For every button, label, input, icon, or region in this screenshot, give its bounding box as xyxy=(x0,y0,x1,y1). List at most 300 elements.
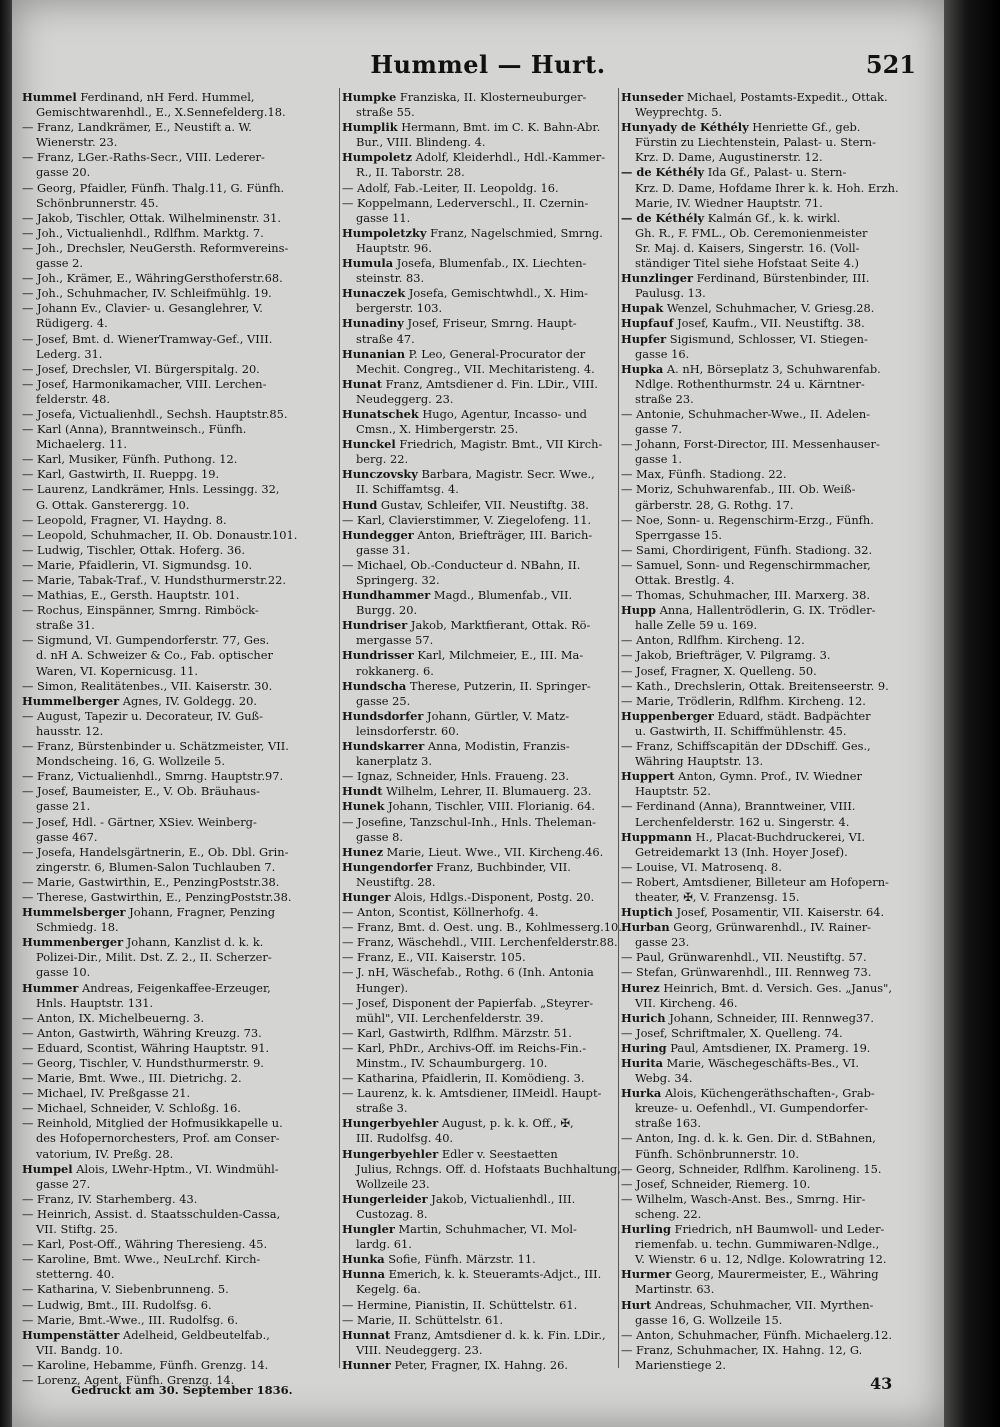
entry-surname: Hunczovsky xyxy=(342,467,418,482)
entry-text: — Koppelmann, Lederverschl., II. Czernin- xyxy=(342,195,589,210)
directory-entry-line xyxy=(22,1011,334,1026)
directory-entry-line xyxy=(621,256,911,271)
directory-entry-line xyxy=(621,407,911,422)
entry-text: Wenzel, Schuhmacher, V. Griesg.28. xyxy=(663,301,875,316)
directory-entry xyxy=(22,1328,334,1343)
entry-text: — Antonie, Schuhmacher-Wwe., II. Adelen- xyxy=(621,406,871,421)
entry-text: d. nH A. Schweizer & Co., Fab. optischer xyxy=(36,648,273,663)
directory-entry xyxy=(621,1267,911,1282)
entry-surname: Hundhammer xyxy=(342,588,431,603)
entry-text: Gustav, Schleifer, VII. Neustiftg. 38. xyxy=(377,497,589,512)
entry-text: Kegelg. 6a. xyxy=(356,1282,421,1297)
directory-entry-line xyxy=(22,1086,334,1101)
directory-entry xyxy=(342,1252,614,1267)
directory-entry-line xyxy=(22,950,334,965)
directory-entry-line xyxy=(621,1207,911,1222)
entry-text: — Kath., Drechslerin, Ottak. Breitenseerstr. 9. xyxy=(621,678,889,693)
entry-text: Hermann, Bmt. im C. K. Bahn-Abr. xyxy=(397,120,601,135)
directory-entry-line xyxy=(621,1101,911,1116)
directory-entry-line xyxy=(621,498,911,513)
entry-surname: Hupfauf xyxy=(621,316,674,331)
entry-text: gasse 467. xyxy=(36,829,98,844)
directory-entry-line xyxy=(621,528,911,543)
directory-entry xyxy=(621,920,911,935)
entry-text: Josefa, Blumenfab., IX. Liechten- xyxy=(393,256,587,271)
directory-entry-line xyxy=(22,1313,334,1328)
entry-text: Henriette Gf., geb. xyxy=(748,120,861,135)
directory-entry-line xyxy=(342,754,614,769)
directory-entry-line xyxy=(22,996,334,1011)
directory-entry-line xyxy=(621,815,911,830)
entry-text: Hnls. Hauptstr. 131. xyxy=(36,995,154,1010)
running-head-title: Hummel — Hurt. xyxy=(370,50,606,79)
entry-surname: Hundrisser xyxy=(342,648,414,663)
entry-text: Webg. 34. xyxy=(635,1071,693,1086)
entry-text: Johann, Fragner, Penzing xyxy=(125,905,276,920)
entry-text: gasse 31. xyxy=(356,542,411,557)
entry-text: Krz. D. Dame, Augustinerstr. 12. xyxy=(635,150,823,165)
entry-text: — Stefan, Grünwarenhdl., III. Rennweg 73. xyxy=(621,965,872,980)
entry-surname: Hummelberger xyxy=(22,693,120,708)
directory-entry xyxy=(22,981,334,996)
directory-entry-line xyxy=(22,181,334,196)
directory-entry xyxy=(342,120,614,135)
entry-text: Alois, LWehr-Hptm., VI. Windmühl- xyxy=(72,1161,279,1176)
directory-entry-line xyxy=(621,150,911,165)
directory-entry-line xyxy=(621,1313,911,1328)
entry-text: Fürstin zu Liechtenstein, Palast- u. Stern- xyxy=(635,135,876,150)
directory-entry-line xyxy=(621,799,911,814)
directory-entry-line xyxy=(621,422,911,437)
directory-entry xyxy=(621,709,911,724)
directory-entry xyxy=(342,90,614,105)
directory-entry-line xyxy=(22,1041,334,1056)
entry-surname: Hummel xyxy=(22,90,77,104)
directory-entry-line xyxy=(621,543,911,558)
directory-entry-line xyxy=(22,498,334,513)
entry-surname: Humpke xyxy=(342,90,397,104)
entry-surname: Humpoletzky xyxy=(342,225,427,240)
entry-text: straße 23. xyxy=(635,391,694,406)
directory-entry-line xyxy=(342,920,622,935)
directory-entry xyxy=(342,1147,614,1162)
directory-entry xyxy=(342,498,614,513)
directory-entry xyxy=(621,830,911,845)
entry-text: straße 55. xyxy=(356,105,415,120)
directory-entry-line xyxy=(621,452,911,467)
entry-surname: Humpenstätter xyxy=(22,1327,120,1342)
entry-text: — Michael, IV. Preßgasse 21. xyxy=(22,1086,191,1101)
directory-entry-line xyxy=(621,1237,911,1252)
directory-entry-line xyxy=(22,739,334,754)
directory-entry-line xyxy=(22,754,334,769)
entry-surname: Hupka xyxy=(621,361,664,376)
entry-surname: — de Kéthély xyxy=(621,165,705,180)
entry-text: gasse 11. xyxy=(356,210,411,225)
entry-surname: Hund xyxy=(342,497,378,512)
entry-text: — Franz, E., VII. Kaiserstr. 105. xyxy=(342,950,526,965)
entry-text: Krz. D. Dame, Hofdame Ihrer k. k. Hoh. Erzh. xyxy=(635,180,899,195)
directory-entry-line xyxy=(621,1026,911,1041)
directory-entry-line xyxy=(22,241,334,256)
entry-text: felderstr. 48. xyxy=(36,391,111,406)
directory-entry xyxy=(621,211,911,226)
directory-entry xyxy=(342,784,614,799)
entry-text: Bur., VIII. Blindeng. 4. xyxy=(356,135,486,150)
entry-text: — Franz, IV. Starhemberg. 43. xyxy=(22,1191,198,1206)
entry-surname: Huppert xyxy=(621,769,675,784)
entry-text: — Katharina, Pfaidlerin, II. Komödieng. 3. xyxy=(342,1071,585,1086)
directory-entry-line xyxy=(22,875,334,890)
directory-entry-line xyxy=(22,1358,334,1373)
entry-text: berg. 22. xyxy=(356,452,409,467)
entry-text: scheng. 22. xyxy=(635,1206,702,1221)
directory-entry-line xyxy=(342,603,614,618)
entry-text: mühl", VII. Lerchenfelderstr. 39. xyxy=(356,1010,544,1025)
directory-entry-line xyxy=(621,377,911,392)
directory-entry xyxy=(621,271,911,286)
directory-entry-line xyxy=(22,316,334,331)
entry-surname: Hunek xyxy=(342,799,385,814)
directory-entry-line xyxy=(342,513,614,528)
directory-entry-line xyxy=(621,1177,911,1192)
entry-text: — Samuel, Sonn- und Regenschirmmacher, xyxy=(621,557,871,572)
entry-text: — Wilhelm, Wasch-Anst. Bes., Smrng. Hir- xyxy=(621,1191,866,1206)
entry-text: halle Zelle 59 u. 169. xyxy=(635,618,758,633)
entry-text: Friedrich, Magistr. Bmt., VII Kirch- xyxy=(395,437,603,452)
entry-text: — Marie, Bmt. Wwe., III. Dietrichg. 2. xyxy=(22,1071,242,1086)
entry-surname: Hunanian xyxy=(342,346,405,361)
entry-text: H., Placat-Buchdruckerei, VI. xyxy=(691,829,866,844)
entry-text: — Ludwig, Tischler, Ottak. Hoferg. 36. xyxy=(22,542,246,557)
entry-surname: Hurban xyxy=(621,920,670,935)
directory-entry-line xyxy=(621,1131,911,1146)
directory-entry xyxy=(621,603,911,618)
directory-entry xyxy=(342,377,614,392)
entry-text: Rüdigerg. 4. xyxy=(36,316,108,331)
directory-entry-line xyxy=(22,1147,334,1162)
directory-entry-line xyxy=(342,1207,614,1222)
entry-text: — Josef, Schneider, Riemerg. 10. xyxy=(621,1176,811,1191)
entry-surname: Hundriser xyxy=(342,618,408,633)
directory-entry-line xyxy=(22,1026,334,1041)
directory-entry-line xyxy=(342,724,614,739)
entry-text: — Mathias, E., Gersth. Hauptstr. 101. xyxy=(22,588,240,603)
directory-entry-line xyxy=(22,165,334,180)
entry-text: steinstr. 83. xyxy=(356,271,425,286)
entry-text: gasse 10. xyxy=(36,965,91,980)
entry-text: Barbara, Magistr. Secr. Wwe., xyxy=(417,467,595,482)
directory-entry-line xyxy=(621,241,911,256)
entry-surname: Hupfer xyxy=(621,331,667,346)
entry-text: — Katharina, V. Siebenbrunneng. 5. xyxy=(22,1282,229,1297)
directory-entry xyxy=(342,618,614,633)
entry-surname: Hunseder xyxy=(621,90,684,104)
directory-entry xyxy=(342,588,614,603)
directory-entry-line xyxy=(621,1328,911,1343)
entry-surname: Huppenberger xyxy=(621,708,714,723)
entry-text: — Johann, Forst-Director, III. Messenhauser- xyxy=(621,437,880,452)
directory-entry-line xyxy=(621,588,911,603)
directory-entry xyxy=(22,694,334,709)
directory-entry xyxy=(22,90,334,105)
entry-surname: Hunzlinger xyxy=(621,271,693,286)
entry-text: Adelheid, Geldbeutelfab., xyxy=(119,1327,270,1342)
entry-surname: Hurling xyxy=(621,1222,671,1237)
entry-text: Weyprechtg. 5. xyxy=(635,105,723,120)
entry-text: u. Gastwirth, II. Schiffmühlenstr. 45. xyxy=(635,723,847,738)
entry-text: Marie, Lieut. Wwe., VII. Kircheng.46. xyxy=(383,844,604,859)
directory-entry-line xyxy=(22,618,334,633)
directory-entry-line xyxy=(342,981,614,996)
entry-text: III. Rudolfsg. 40. xyxy=(356,1131,454,1146)
entry-text: — Therese, Gastwirthin, E., PenzingPoststr.38. xyxy=(22,889,292,904)
entry-text: Schmiedg. 18. xyxy=(36,920,119,935)
directory-entry xyxy=(621,1011,911,1026)
directory-entry-line xyxy=(621,664,911,679)
directory-entry-line xyxy=(342,1026,614,1041)
directory-entry-line xyxy=(342,165,614,180)
entry-text: kreuze- u. Oefenhdl., VI. Gumpendorfer- xyxy=(635,1101,869,1116)
directory-entry-line xyxy=(22,332,334,347)
entry-text: Wienerstr. 23. xyxy=(36,135,118,150)
entry-text: Marie, Wäschegeschäfts-Bes., VI. xyxy=(663,1056,860,1070)
directory-entry-line xyxy=(342,1131,614,1146)
entry-surname: Hurez xyxy=(621,980,660,995)
entry-text: — Marie, Tabak-Traf., V. Hundsthurmerstr.22. xyxy=(22,573,287,587)
directory-entry-line xyxy=(621,513,911,528)
entry-surname: Hunatschek xyxy=(342,406,419,421)
entry-surname: Hurich xyxy=(621,1010,666,1025)
entry-surname: Hurita xyxy=(621,1056,664,1070)
entry-text: Franz, Buchbinder, VII. xyxy=(432,859,571,874)
directory-entry xyxy=(342,1328,614,1343)
directory-entry-line xyxy=(342,1011,614,1026)
directory-entry-line xyxy=(342,905,614,920)
entry-text: Ndlge. Rothenthurmstr. 24 u. Kärntner- xyxy=(635,376,865,391)
entry-text: Magd., Blumenfab., VII. xyxy=(430,588,573,603)
directory-entry-line xyxy=(22,1116,334,1131)
entry-surname: Hurmer xyxy=(621,1267,672,1282)
entry-text: Anton, Briefträger, III. Barich- xyxy=(413,527,593,542)
directory-entry-line xyxy=(22,120,334,135)
directory-entry-line xyxy=(342,422,614,437)
entry-surname: Hunez xyxy=(342,844,384,859)
entry-text: Edler v. Seestaetten xyxy=(438,1146,558,1161)
directory-entry-line xyxy=(621,890,911,905)
directory-entry xyxy=(621,332,911,347)
directory-entry xyxy=(621,1222,911,1237)
directory-entry-line xyxy=(621,1071,911,1086)
entry-text: Wollzeile 23. xyxy=(356,1176,430,1191)
entry-text: Währing Hauptstr. 13. xyxy=(635,754,764,769)
directory-entry-line xyxy=(621,1282,911,1297)
entry-text: — Franz, LGer.-Raths-Secr., VIII. Lederer- xyxy=(22,150,265,165)
directory-entry-line xyxy=(22,920,334,935)
entry-text: — Anton, Rdlfhm. Kircheng. 12. xyxy=(621,633,805,648)
directory-entry-line xyxy=(621,573,911,588)
directory-entry xyxy=(342,739,614,754)
entry-text: Sr. Maj. d. Kaisers, Singerstr. 16. (Voll- xyxy=(635,240,860,255)
signature-mark: 43 xyxy=(870,1374,893,1393)
entry-text: — Marie, Trödlerin, Rdlfhm. Kircheng. 12. xyxy=(621,693,866,708)
directory-entry-line xyxy=(22,452,334,467)
directory-entry-line xyxy=(22,1252,334,1267)
entry-text: — Rochus, Einspänner, Smrng. Rimböck- xyxy=(22,603,259,618)
directory-entry-line xyxy=(621,694,911,709)
entry-text: — Simon, Realitätenbes., VII. Kaiserstr. 30. xyxy=(22,678,273,693)
entry-surname: Humpoletz xyxy=(342,150,412,165)
directory-entry-line xyxy=(621,965,911,980)
entry-text: vatorium, IV. Preßg. 28. xyxy=(36,1146,174,1161)
directory-entry xyxy=(342,1267,614,1282)
directory-entry-line xyxy=(22,196,334,211)
entry-surname: Hummer xyxy=(22,980,79,995)
entry-text: — Karl, Clavierstimmer, V. Ziegelofeng. 11. xyxy=(342,512,592,527)
directory-entry xyxy=(342,679,614,694)
directory-entry-line xyxy=(22,513,334,528)
entry-surname: Hungler xyxy=(342,1222,395,1237)
entry-surname: Hunckel xyxy=(342,437,396,452)
directory-entry-line xyxy=(342,830,614,845)
directory-entry xyxy=(621,905,911,920)
directory-entry-line xyxy=(342,815,614,830)
entry-text: — Josef, Hdl. - Gärtner, XSiev. Weinberg- xyxy=(22,814,257,829)
entry-text: — Moriz, Schuhwarenfab., III. Ob. Weiß- xyxy=(621,482,856,497)
directory-entry xyxy=(342,347,614,362)
directory-entry-line xyxy=(621,467,911,482)
entry-surname: Hupak xyxy=(621,301,664,316)
directory-entry-line xyxy=(621,784,911,799)
directory-entry-line xyxy=(342,452,614,467)
directory-entry-line xyxy=(22,965,334,980)
directory-entry-line xyxy=(621,754,911,769)
directory-entry-line xyxy=(621,648,911,663)
entry-text: gasse 7. xyxy=(635,422,683,437)
entry-text: — Eduard, Scontist, Währing Hauptstr. 91. xyxy=(22,1040,270,1055)
directory-entry-line xyxy=(342,392,614,407)
entry-text: — Laurenz, k. k. Amtsdiener, IIMeidl. Haupt- xyxy=(342,1086,602,1101)
directory-entry-line xyxy=(22,558,334,573)
entry-text: gasse 21. xyxy=(36,799,91,814)
entry-text: — Jakob, Briefträger, V. Pilgramg. 3. xyxy=(621,648,831,663)
entry-text: — Leopold, Fragner, VI. Haydng. 8. xyxy=(22,512,227,527)
directory-entry-line xyxy=(22,271,334,286)
entry-text: — Joh., Krämer, E., WähringGersthoferstr.68. xyxy=(22,271,283,286)
entry-text: Georg, Grünwarenhdl., IV. Rainer- xyxy=(669,920,871,935)
entry-text: Marie, IV. Wiedner Hauptstr. 71. xyxy=(635,195,823,210)
directory-entry-line xyxy=(22,588,334,603)
entry-surname: Huppmann xyxy=(621,829,692,844)
directory-entry-line xyxy=(22,724,334,739)
directory-entry-line xyxy=(22,256,334,271)
directory-entry-line xyxy=(621,226,911,241)
entry-text: gasse 27. xyxy=(36,1176,91,1191)
directory-entry-line xyxy=(342,241,614,256)
entry-surname: — de Kéthély xyxy=(621,210,705,225)
directory-entry-line xyxy=(22,890,334,905)
entry-text: — Franz, Schiffscapitän der DDschiff. Ges., xyxy=(621,739,871,754)
directory-entry-line xyxy=(342,1298,614,1313)
directory-entry xyxy=(621,981,911,996)
directory-entry-line xyxy=(621,347,911,362)
directory-entry-line xyxy=(342,181,614,196)
entry-text: Lederg. 31. xyxy=(36,346,103,361)
directory-entry-line xyxy=(621,482,911,497)
entry-text: — Reinhold, Mitglied der Hofmusikkapelle u. xyxy=(22,1116,283,1131)
entry-text: Josefa, Gemischtwhdl., X. Him- xyxy=(405,286,589,301)
directory-entry-line xyxy=(22,603,334,618)
entry-text: — Josef, Fragner, X. Quelleng. 50. xyxy=(621,663,817,678)
directory-entry xyxy=(342,437,614,452)
directory-entry-line xyxy=(621,875,911,890)
column-rule xyxy=(339,88,340,1368)
entry-text: — Karl (Anna), Branntweinsch., Fünfh. xyxy=(22,422,247,437)
directory-entry-line xyxy=(621,1116,911,1131)
entry-text: bergerstr. 103. xyxy=(356,301,443,316)
entry-text: gasse 1. xyxy=(635,452,683,467)
directory-entry xyxy=(342,648,614,663)
entry-text: Julius, Rchngs. Off. d. Hofstaats Buchhaltung, xyxy=(356,1161,621,1176)
entry-text: VII. Stiftg. 25. xyxy=(36,1222,118,1237)
entry-text: — Anton, Gastwirth, Währing Kreuzg. 73. xyxy=(22,1025,262,1040)
directory-entry xyxy=(22,905,334,920)
directory-entry-line xyxy=(22,392,334,407)
entry-text: — Josef, Disponent der Papierfab. „Steyrer- xyxy=(342,995,594,1010)
entry-text: — Josefa, Handelsgärtnerin, E., Ob. Dbl. Grin- xyxy=(22,844,289,859)
entry-text: — Sami, Chordirigent, Fünfh. Stadiong. 32. xyxy=(621,542,873,557)
directory-entry-line xyxy=(22,528,334,543)
entry-text: — J. nH, Wäschefab., Rothg. 6 (Inh. Antonia xyxy=(342,965,594,980)
entry-text: Hauptstr. 96. xyxy=(356,240,432,255)
entry-surname: Hunyady de Kéthély xyxy=(621,120,749,135)
directory-entry-line xyxy=(22,362,334,377)
directory-entry xyxy=(342,890,614,905)
directory-entry-line xyxy=(22,1343,334,1358)
directory-entry xyxy=(342,407,614,422)
entry-surname: Hunat xyxy=(342,376,382,391)
entry-text: — Johann Ev., Clavier- u. Gesanglehrer, V. xyxy=(22,301,263,316)
entry-text: Heinrich, Bmt. d. Versich. Ges. „Janus", xyxy=(659,980,892,995)
directory-entry-line xyxy=(621,845,911,860)
entry-text: Michael, Postamts-Expedit., Ottak. xyxy=(683,90,888,104)
directory-entry-line xyxy=(342,482,614,497)
directory-entry-line xyxy=(621,558,911,573)
entry-text: gasse 23. xyxy=(635,935,690,950)
entry-text: Cmsn., X. Himbergerstr. 25. xyxy=(356,422,519,437)
entry-text: Paul, Amtsdiener, IX. Pramerg. 19. xyxy=(666,1040,871,1055)
directory-entry-line xyxy=(621,1252,911,1267)
entry-surname: Huptich xyxy=(621,905,673,920)
directory-entry-line xyxy=(621,950,911,965)
entry-text: leinsdorferstr. 60. xyxy=(356,723,460,738)
entry-text: kanerplatz 3. xyxy=(356,754,433,769)
directory-entry-line xyxy=(621,633,911,648)
directory-entry-line xyxy=(22,648,334,663)
entry-surname: Hundegger xyxy=(342,527,414,542)
directory-entry-line xyxy=(621,181,911,196)
directory-entry-line xyxy=(342,1161,621,1177)
entry-text: Burgg. 20. xyxy=(356,603,418,618)
directory-entry-line xyxy=(621,437,911,452)
directory-entry-line xyxy=(342,1101,614,1116)
entry-text: Jakob, Victualienhdl., III. xyxy=(427,1191,576,1206)
entry-text: R., II. Taborstr. 28. xyxy=(356,165,465,180)
entry-text: — Karoline, Hebamme, Fünfh. Grenzg. 14. xyxy=(22,1357,269,1372)
directory-entry xyxy=(342,467,614,482)
directory-entry-line xyxy=(22,709,334,724)
directory-entry-line xyxy=(22,135,334,150)
